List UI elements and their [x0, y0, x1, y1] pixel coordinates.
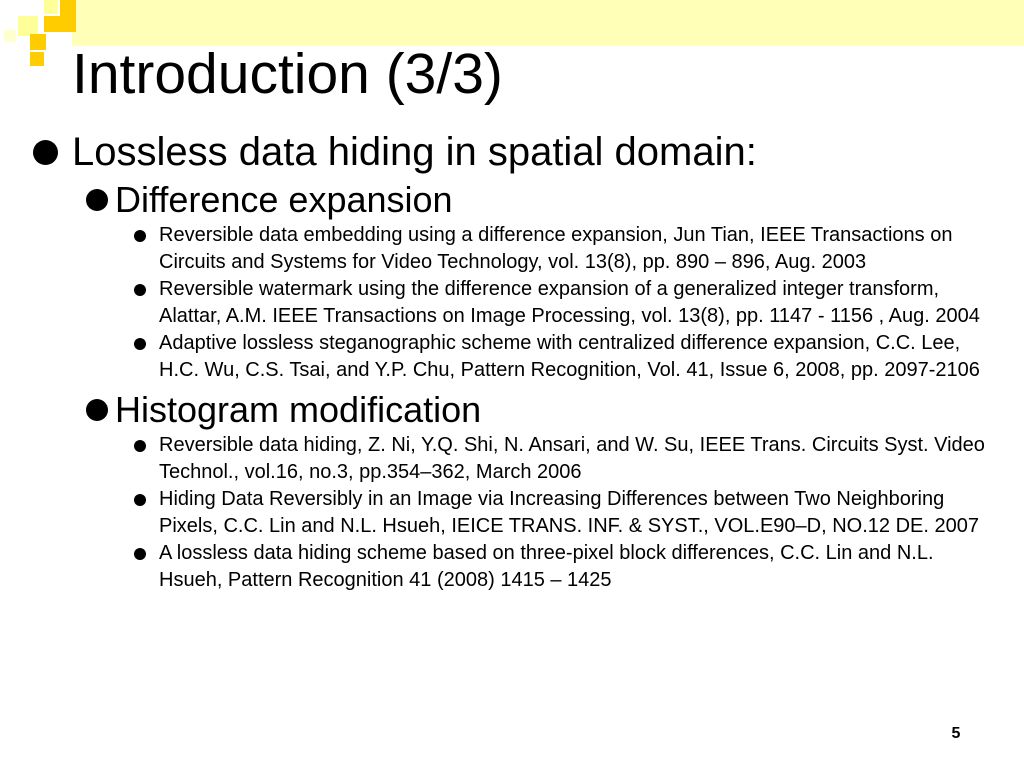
- bullet-icon: [134, 284, 146, 296]
- section-label: Difference expansion: [115, 179, 453, 220]
- deco-square: [60, 14, 76, 32]
- section-label: Histogram modification: [115, 389, 482, 430]
- deco-square: [30, 52, 44, 66]
- slide-title: Introduction (3/3): [72, 42, 503, 106]
- bullet-icon: [134, 338, 146, 350]
- bullet-icon: [86, 189, 108, 211]
- bullet-icon: [134, 494, 146, 506]
- reference-text: Reversible data embedding using a difference expansion, Jun Tian, IEEE Transactions on Circuits and Systems for Video Technology, vol. 13(8), pp. 890 – 896, Aug. 2003: [159, 224, 953, 273]
- slide-content: [0, 128, 1024, 594]
- reference-item: [0, 222, 1024, 276]
- deco-square: [44, 16, 60, 32]
- page-number: 5: [951, 725, 961, 742]
- bullet-icon: [134, 440, 146, 452]
- bullet-icon: [33, 140, 58, 165]
- deco-square: [44, 0, 58, 14]
- reference-text: A lossless data hiding scheme based on three-pixel block differences, C.C. Lin and N.L. Hsueh, Pattern Recognition 41 (2008) 1415 – 1425: [159, 542, 934, 591]
- deco-square: [30, 34, 46, 50]
- bullet-icon: [86, 399, 108, 421]
- bullet-icon: [134, 548, 146, 560]
- reference-item: [0, 276, 1024, 330]
- section-difference-expansion: [0, 178, 1024, 222]
- deco-square: [60, 0, 76, 14]
- main-bullet-text: Lossless data hiding in spatial domain:: [72, 130, 757, 174]
- bullet-icon: [134, 230, 146, 242]
- deco-square: [18, 16, 38, 36]
- reference-text: Reversible watermark using the difference expansion of a generalized integer transform, Alattar, A.M. IEEE Transactions on Image Processing, vol. 13(8), pp. 1147 - 1156 , Aug. 2004: [159, 278, 980, 327]
- reference-text: Hiding Data Reversibly in an Image via Increasing Differences between Two Neighboring Pixels, C.C. Lin and N.L. Hsueh, IEICE TRANS. INF. & SYST., VOL.E90–D, NO.12 DE. 2007: [159, 488, 979, 537]
- section-histogram-modification: [0, 388, 1024, 432]
- reference-item: [0, 330, 1024, 384]
- reference-text: Reversible data hiding, Z. Ni, Y.Q. Shi, N. Ansari, and W. Su, IEEE Trans. Circuits Syst. Video Technol., vol.16, no.3, pp.354–362, March 2006: [159, 434, 985, 483]
- reference-item: [0, 486, 1024, 540]
- reference-item: [0, 432, 1024, 486]
- reference-text: Adaptive lossless steganographic scheme with centralized difference expansion, C.C. Lee, H.C. Wu, C.S. Tsai, and Y.P. Chu, Pattern Recognition, Vol. 41, Issue 6, 2008, pp. 2097-2106: [159, 332, 980, 381]
- reference-item: [0, 540, 1024, 594]
- deco-square: [4, 30, 16, 42]
- main-bullet: [0, 128, 1024, 176]
